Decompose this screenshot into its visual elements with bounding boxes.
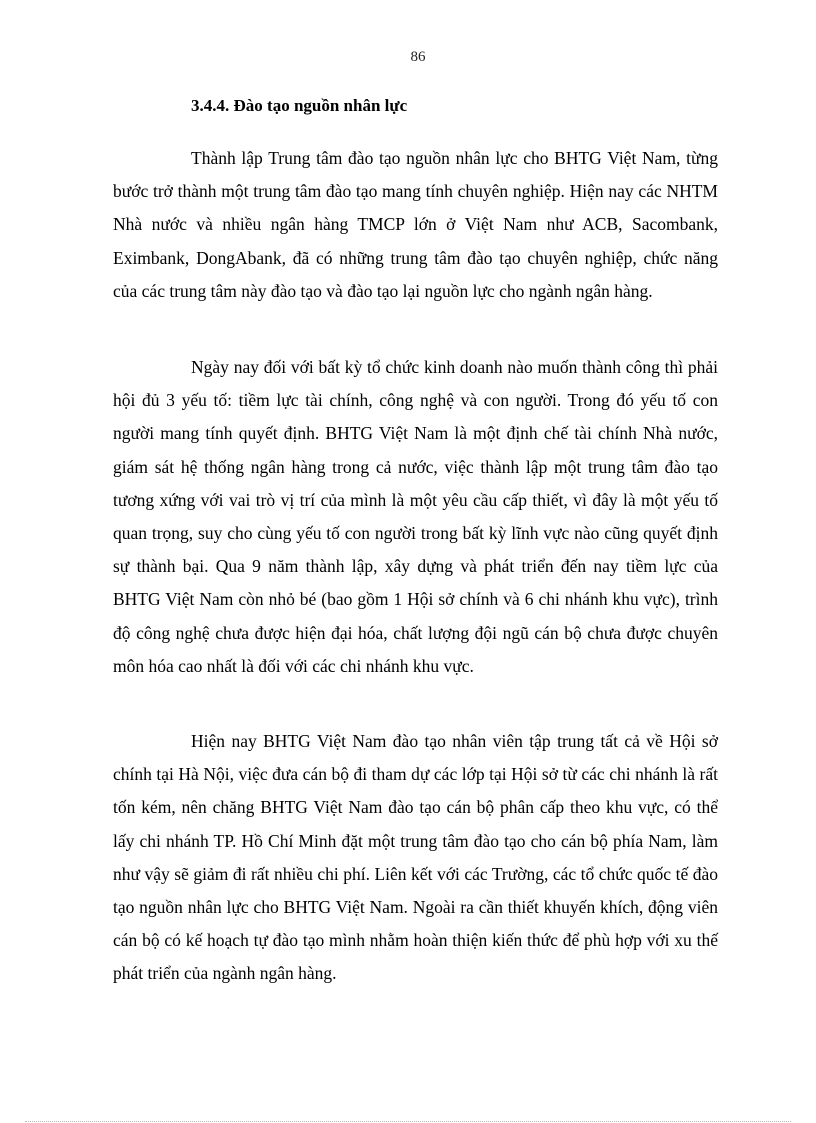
paragraph-1: Thành lập Trung tâm đào tạo nguồn nhân lực cho BHTG Việt Nam, từng bước trở thành một trung tâm đào tạo mang tính chuyên nghiệp. Hiện nay các NHTM Nhà nước và nhiều ngân hàng TMCP lớn ở Việt Nam như ACB, Sacombank, Eximbank, DongAbank, đã có những trung tâm đào tạo chuyên nghiệp, chức năng của các trung tâm này đào tạo và đào tạo lại nguồn lực cho ngành ngân hàng. bbox=[113, 148, 718, 301]
paragraph-2: Ngày nay đối với bất kỳ tổ chức kinh doanh nào muốn thành công thì phải hội đủ 3 yếu tố: tiềm lực tài chính, công nghệ và con người. Trong đó yếu tố con người mang tính quyết định. BHTG Việt Nam là một định chế tài chính Nhà nước, giám sát hệ thống ngân hàng trong cả nước, việc thành lập một trung tâm đào tạo tương xứng với vai trò vị trí của mình là một yêu cầu cấp thiết, vì đây là một yếu tố quan trọng, suy cho cùng yếu tố con người trong bất kỳ lĩnh vực nào cũng quyết định sự thành bại. Qua 9 năm thành lập, xây dựng và phát triển đến nay tiềm lực của BHTG Việt Nam còn nhỏ bé (bao gồm 1 Hội sở chính và 6 chi nhánh khu vực), trình độ công nghệ chưa được hiện đại hóa, chất lượng đội ngũ cán bộ chưa được chuyên môn hóa cao nhất là đối với các chi nhánh khu vực. bbox=[113, 357, 718, 676]
section-heading: 3.4.4. Đào tạo nguồn nhân lực bbox=[191, 96, 408, 115]
paragraph-3: Hiện nay BHTG Việt Nam đào tạo nhân viên tập trung tất cả về Hội sở chính tại Hà Nội, việc đưa cán bộ đi tham dự các lớp tại Hội sở từ các chi nhánh là rất tốn kém, nên chăng BHTG Việt Nam đào tạo cán bộ phân cấp theo khu vực, có thể lấy chi nhánh TP. Hồ Chí Minh đặt một trung tâm đào tạo cho cán bộ phía Nam, làm như vậy sẽ giảm đi rất nhiều chi phí. Liên kết với các Trường, các tổ chức quốc tế đào tạo nguồn nhân lực cho BHTG Việt Nam. Ngoài ra cần thiết khuyến khích, động viên cán bộ có kế hoạch tự đào tạo mình nhằm hoàn thiện kiến thức để phù hợp với xu thế phát triển của ngành ngân hàng. bbox=[113, 731, 718, 984]
page-number: 86 bbox=[410, 49, 426, 65]
bottom-divider bbox=[25, 1121, 791, 1122]
